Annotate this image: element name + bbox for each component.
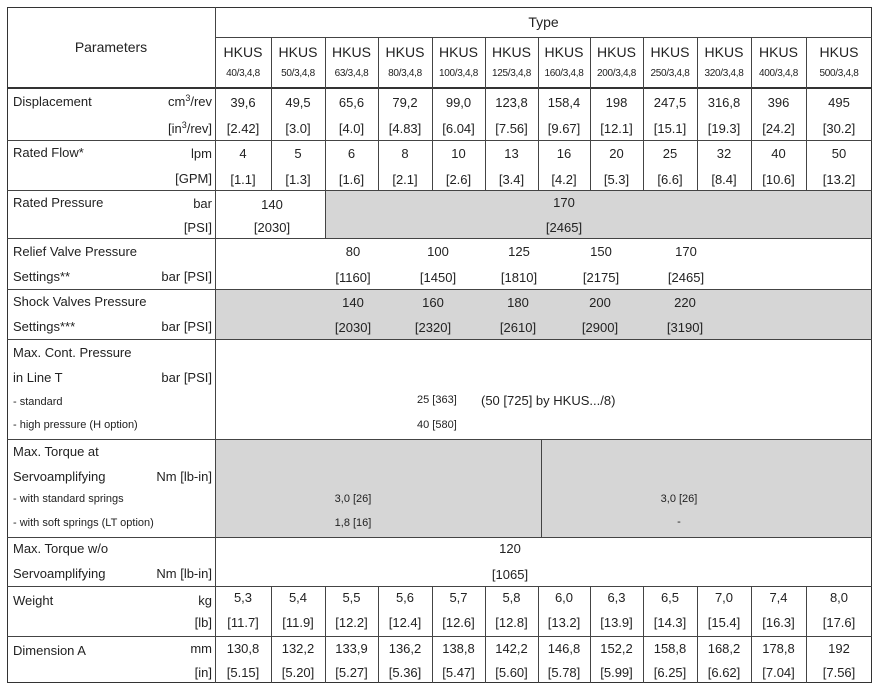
weight-value: 6,0 <box>554 590 574 605</box>
dimension-a-value: 130,8 <box>226 641 260 656</box>
weight-value-imperial: [11.9] <box>282 615 314 630</box>
rated-flow-value-imperial: [3.4] <box>498 172 525 187</box>
rated-flow-value-imperial: [8.4] <box>711 172 737 187</box>
dimension-a-value-imperial: [6.62] <box>707 665 741 680</box>
shock-valves-value-imperial: [2320] <box>414 320 452 335</box>
rated-flow-value-imperial: [1.3] <box>285 172 311 187</box>
weight-value: 7,4 <box>769 590 788 605</box>
displacement-value-imperial: [15.1] <box>653 121 687 136</box>
weight-value-imperial: [13.9] <box>600 615 633 630</box>
weight-value: 6,3 <box>607 590 626 605</box>
weight-value: 5,6 <box>395 590 415 605</box>
rated-flow-value-imperial: [13.2] <box>822 172 856 187</box>
displacement-value-imperial: [4.0] <box>338 121 365 136</box>
displacement-value-imperial: [30.2] <box>822 121 856 136</box>
dimension-a-value: 138,8 <box>442 641 475 656</box>
weight-value: 5,8 <box>502 590 521 605</box>
unit-superscript: 3 <box>185 93 191 103</box>
soft-springs-label: - with soft springs (LT option) <box>13 517 154 529</box>
model-variant: 63/3,4,8 <box>334 68 369 79</box>
parameters-header: Parameters <box>74 39 148 55</box>
rated-flow-value-imperial: [2.1] <box>392 172 418 187</box>
weight-value-imperial: [17.6] <box>822 615 856 630</box>
relief-valve-value: 100 <box>427 244 449 259</box>
weight-value-imperial: [15.4] <box>707 615 741 630</box>
relief-valve-value: 125 <box>508 244 530 259</box>
model-variant: 500/3,4,8 <box>819 68 859 79</box>
displacement-value-imperial: [6.04] <box>442 121 475 136</box>
dimension-a-label: Dimension A <box>13 643 86 658</box>
displacement-value-imperial: [2.42] <box>226 121 260 136</box>
dimension-a-value-imperial: [6.25] <box>653 665 687 680</box>
weight-value-imperial: [12.8] <box>495 615 528 630</box>
rated-pressure-unit-imperial: [PSI] <box>183 220 212 235</box>
standard-note: (50 [725] by HKUS.../8) <box>481 393 616 408</box>
shock-valves-value: 140 <box>342 295 364 310</box>
dimension-a-value: 168,2 <box>707 641 741 656</box>
high-pressure-label: - high pressure (H option) <box>13 419 138 431</box>
max-torque-servo-label-2: Servoamplifying <box>13 469 106 484</box>
dimension-a-value-imperial: [5.15] <box>226 665 260 680</box>
rated-flow-value: 4 <box>239 146 247 161</box>
displacement-value-imperial: [24.2] <box>762 121 795 136</box>
relief-valve-value-imperial: [2175] <box>582 270 620 285</box>
shock-valves-value-imperial: [2900] <box>581 320 619 335</box>
displacement-value: 79,2 <box>392 95 418 110</box>
model-variant: 125/3,4,8 <box>491 68 531 79</box>
displacement-value: 247,5 <box>653 95 687 110</box>
unit-suffix: /rev <box>190 94 212 109</box>
rated-flow-value: 6 <box>347 146 356 161</box>
displacement-value: 158,4 <box>547 95 581 110</box>
model-name: HKUS <box>704 44 744 60</box>
rated-flow-unit-imperial: [GPM] <box>175 171 212 186</box>
weight-value: 6,5 <box>660 590 680 605</box>
displacement-value: 396 <box>767 95 790 110</box>
row-divider <box>7 289 872 290</box>
dimension-a-value: 136,2 <box>388 641 422 656</box>
row-divider <box>7 140 872 141</box>
max-torque-wo-label-2: Servoamplifying <box>13 566 106 581</box>
weight-label: Weight <box>13 593 54 608</box>
model-variant: 200/3,4,8 <box>596 68 636 79</box>
rated-flow-value: 10 <box>451 146 466 161</box>
dimension-a-unit-metric: mm <box>190 641 212 656</box>
row-divider <box>7 439 872 440</box>
displacement-value: 49,5 <box>285 95 311 110</box>
dimension-a-value: 152,2 <box>600 641 633 656</box>
rated-flow-value-imperial: [6.6] <box>657 172 683 187</box>
high-pressure-value: 40 [580] <box>417 419 457 431</box>
model-variant: 40/3,4,8 <box>226 68 260 79</box>
displacement-value-imperial: [7.56] <box>495 121 528 136</box>
rated-flow-value: 8 <box>401 146 409 161</box>
displacement-value-imperial: [12.1] <box>600 121 633 136</box>
rated-pressure-large-value-imperial: [2465] <box>545 220 583 235</box>
shock-valves-value: 220 <box>674 295 696 310</box>
model-variant: 160/3,4,8 <box>544 68 584 79</box>
column-divider <box>541 439 542 537</box>
model-variant: 100/3,4,8 <box>438 68 478 79</box>
max-cont-pressure-label-1: Max. Cont. Pressure <box>13 345 132 360</box>
relief-valve-value-imperial: [1160] <box>335 270 371 285</box>
column-divider <box>325 190 326 238</box>
max-torque-wo-value-imperial: [1065] <box>491 567 529 582</box>
relief-valve-label-1: Relief Valve Pressure <box>13 244 138 259</box>
model-variant: 320/3,4,8 <box>704 68 744 79</box>
weight-value-imperial: [12.6] <box>442 615 475 630</box>
displacement-unit-imperial <box>132 121 212 136</box>
rated-flow-value: 16 <box>556 146 572 161</box>
relief-valve-label-2: Settings** <box>13 269 71 284</box>
dimension-a-value: 178,8 <box>762 641 795 656</box>
unit-suffix: /rev] <box>186 121 212 136</box>
model-variant: 80/3,4,8 <box>388 68 422 79</box>
shock-valves-value-imperial: [3190] <box>666 320 704 335</box>
row-divider <box>7 537 872 538</box>
header-bottom-rule <box>7 87 872 89</box>
relief-valve-value-imperial: [1450] <box>419 270 457 285</box>
standard-value: 25 [363] <box>417 394 457 406</box>
rated-flow-value-imperial: [4.2] <box>551 172 577 187</box>
rated-flow-value: 25 <box>662 146 678 161</box>
row-divider <box>7 238 872 239</box>
weight-value-imperial: [12.4] <box>388 615 422 630</box>
rated-flow-value: 32 <box>716 146 732 161</box>
displacement-value: 316,8 <box>707 95 741 110</box>
shock-valves-value: 180 <box>507 295 529 310</box>
weight-value: 5,5 <box>342 590 361 605</box>
rated-flow-label: Rated Flow* <box>13 145 84 160</box>
weight-value-imperial: [14.3] <box>653 615 687 630</box>
weight-value: 7,0 <box>714 590 734 605</box>
dimension-a-value-imperial: [7.56] <box>822 665 856 680</box>
rated-pressure-large-value: 170 <box>553 195 575 210</box>
max-torque-servo-label-1: Max. Torque at <box>13 444 99 459</box>
model-name: HKUS <box>650 44 690 60</box>
displacement-value-imperial: [3.0] <box>285 121 311 136</box>
shock-valves-value: 160 <box>422 295 444 310</box>
row-divider <box>7 586 872 587</box>
model-name: HKUS <box>544 44 584 60</box>
rated-flow-value-imperial: [2.6] <box>445 172 472 187</box>
shock-valves-unit: bar [PSI] <box>161 319 212 334</box>
model-name: HKUS <box>332 44 371 60</box>
torque-left-soft: 1,8 [16] <box>334 517 372 529</box>
weight-value-imperial: [16.3] <box>762 615 795 630</box>
rated-pressure-small-value-imperial: [2030] <box>253 220 291 235</box>
dimension-a-value: 132,2 <box>281 641 315 656</box>
max-torque-wo-value: 120 <box>499 541 521 556</box>
unit-superscript: 3 <box>181 120 187 130</box>
model-variant: 400/3,4,8 <box>758 68 798 79</box>
max-cont-pressure-label-2: in Line T <box>13 370 63 385</box>
weight-unit-imperial: [lb] <box>194 615 212 630</box>
weight-value: 5,4 <box>288 590 308 605</box>
dimension-a-value-imperial: [5.60] <box>495 665 528 680</box>
row-divider <box>7 636 872 637</box>
model-variant: 50/3,4,8 <box>281 68 315 79</box>
torque-right-soft: - <box>677 516 681 528</box>
displacement-label: Displacement <box>13 94 92 109</box>
max-torque-servo-unit: Nm [lb-in] <box>156 469 212 484</box>
row-divider <box>7 190 872 191</box>
dimension-a-value: 158,8 <box>653 641 687 656</box>
dimension-a-value-imperial: [5.20] <box>281 665 315 680</box>
displacement-value-imperial: [9.67] <box>547 121 581 136</box>
displacement-value: 198 <box>605 95 628 110</box>
unit-base: [in <box>167 121 182 136</box>
max-torque-wo-label-1: Max. Torque w/o <box>13 541 109 556</box>
displacement-unit-metric <box>132 94 212 109</box>
model-name: HKUS <box>278 44 318 60</box>
dimension-a-value: 146,8 <box>547 641 581 656</box>
dimension-a-value-imperial: [5.47] <box>442 665 475 680</box>
displacement-value: 99,0 <box>445 95 472 110</box>
rated-flow-value: 5 <box>294 146 302 161</box>
rated-flow-unit-metric: lpm <box>191 146 212 161</box>
rated-flow-value: 40 <box>771 146 786 161</box>
model-name: HKUS <box>597 44 636 60</box>
dimension-a-value: 133,9 <box>335 641 368 656</box>
shock-valves-value-imperial: [2030] <box>334 320 372 335</box>
column-divider <box>806 37 807 190</box>
rated-flow-value: 13 <box>504 146 519 161</box>
dimension-a-value-imperial: [5.99] <box>600 665 633 680</box>
model-name: HKUS <box>385 44 425 60</box>
weight-value-imperial: [13.2] <box>547 615 581 630</box>
dimension-a-value: 192 <box>828 641 850 656</box>
shock-valves-value: 200 <box>589 295 611 310</box>
model-name: HKUS <box>439 44 478 60</box>
relief-valve-value: 80 <box>345 244 361 259</box>
relief-valve-value: 150 <box>590 244 612 259</box>
rated-flow-value: 50 <box>831 146 847 161</box>
rated-flow-value: 20 <box>609 146 624 161</box>
rated-pressure-small-value: 140 <box>261 197 283 212</box>
dimension-a-value-imperial: [5.78] <box>547 665 581 680</box>
relief-valve-value: 170 <box>675 244 697 259</box>
column-divider <box>806 586 807 683</box>
torque-left-standard: 3,0 [26] <box>334 493 372 505</box>
relief-valve-value-imperial: [1810] <box>500 270 538 285</box>
max-torque-wo-unit: Nm [lb-in] <box>156 566 212 581</box>
max-cont-pressure-unit: bar [PSI] <box>161 370 212 385</box>
dimension-a-value-imperial: [5.36] <box>388 665 422 680</box>
relief-valve-unit: bar [PSI] <box>161 269 212 284</box>
row-divider <box>215 37 872 38</box>
row-divider <box>7 339 872 340</box>
rated-flow-value-imperial: [5.3] <box>603 172 630 187</box>
standard-springs-label: - with standard springs <box>13 493 124 505</box>
rated-pressure-unit-metric: bar <box>193 196 212 211</box>
rated-flow-value-imperial: [1.6] <box>338 172 365 187</box>
type-header: Type <box>528 14 559 30</box>
dimension-a-unit-imperial: [in] <box>194 665 212 680</box>
weight-value-imperial: [11.7] <box>227 615 259 630</box>
weight-value-imperial: [12.2] <box>335 615 368 630</box>
unit-base: cm <box>167 94 186 109</box>
displacement-value: 39,6 <box>230 95 256 110</box>
rated-pressure-label: Rated Pressure <box>13 195 104 210</box>
standard-label: - standard <box>13 396 63 408</box>
weight-value: 8,0 <box>829 590 849 605</box>
weight-unit-metric: kg <box>198 593 212 608</box>
model-name: HKUS <box>759 44 798 60</box>
weight-value: 5,7 <box>449 590 468 605</box>
dimension-a-value-imperial: [7.04] <box>762 665 795 680</box>
model-name: HKUS <box>819 44 859 60</box>
displacement-value: 495 <box>828 95 850 110</box>
displacement-value-imperial: [19.3] <box>707 121 741 136</box>
shock-valves-label-1: Shock Valves Pressure <box>13 294 147 309</box>
shock-valves-value-imperial: [2610] <box>499 320 537 335</box>
dimension-a-value: 142,2 <box>495 641 528 656</box>
dimension-a-value-imperial: [5.27] <box>335 665 368 680</box>
displacement-value-imperial: [4.83] <box>388 121 422 136</box>
model-variant: 250/3,4,8 <box>650 68 690 79</box>
weight-value: 5,3 <box>233 590 253 605</box>
rated-flow-value-imperial: [10.6] <box>762 172 795 187</box>
shock-valves-label-2: Settings*** <box>13 319 76 334</box>
model-name: HKUS <box>223 44 263 60</box>
rated-flow-value-imperial: [1.1] <box>230 172 256 187</box>
torque-right-standard: 3,0 [26] <box>660 493 698 505</box>
displacement-value: 123,8 <box>495 95 528 110</box>
relief-valve-value-imperial: [2465] <box>667 270 705 285</box>
displacement-value: 65,6 <box>338 95 365 110</box>
model-name: HKUS <box>492 44 531 60</box>
